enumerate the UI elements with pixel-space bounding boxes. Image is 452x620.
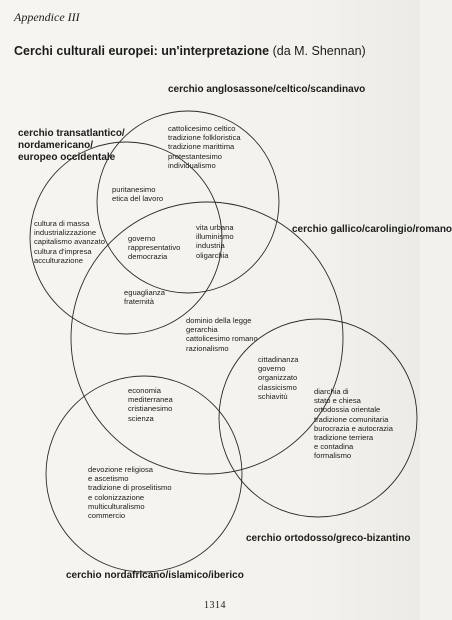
item: cultura di massa <box>34 219 90 228</box>
item: classicismo <box>258 382 297 392</box>
item: tradizione marittima <box>168 142 235 152</box>
item: commercio <box>88 511 126 521</box>
item: illuminismo <box>196 232 234 242</box>
item: organizzato <box>258 373 298 383</box>
label-gallico: cerchio gallico/carolingio/romano <box>292 224 452 235</box>
item: capitalismo avanzato <box>34 237 105 247</box>
item: gerarchia <box>186 325 218 335</box>
item: protestantesimo <box>168 151 223 161</box>
label-transatlantico <box>18 128 125 164</box>
item: e colonizzazione <box>88 492 145 502</box>
item: tradizione folkloristica <box>168 133 241 143</box>
label-transatlantico-line: europeo occidentale <box>18 152 116 163</box>
label-transatlantico-line: cerchio transatlantico/ <box>18 128 125 139</box>
region-nord-only <box>88 465 172 520</box>
item: tradizione comunitaria <box>314 414 389 424</box>
title-main: Cerchi culturali europei: un'interpretazione <box>14 44 270 58</box>
item: economia <box>128 386 161 395</box>
region-gallic-ortho <box>258 355 299 401</box>
label-ortodosso: cerchio ortodosso/greco-bizantino <box>246 533 411 544</box>
label-anglosassone: cerchio anglosassone/celtico/scandinavo <box>168 84 366 95</box>
item: rappresentativo <box>128 243 181 253</box>
item: etica del lavoro <box>112 194 164 204</box>
item: oligarchia <box>196 250 229 260</box>
region-gallic-nord <box>128 386 173 423</box>
item: cristianesimo <box>128 404 173 414</box>
item: democrazia <box>128 252 168 262</box>
item: cittadinanza <box>258 355 299 364</box>
region-anglo-only <box>168 124 241 170</box>
region-anglo-gallic <box>196 223 234 260</box>
region-center <box>128 234 180 262</box>
item: tradizione terriera <box>314 433 374 443</box>
item: scienza <box>128 413 154 423</box>
item: eguaglianza <box>124 288 165 297</box>
item: schiavitù <box>258 391 288 401</box>
item: razionalismo <box>186 343 229 353</box>
item: industrializzazione <box>34 228 97 238</box>
label-nordafricano: cerchio nordafricano/islamico/iberico <box>66 570 244 581</box>
item: dominio della legge <box>186 316 252 325</box>
title-author: (da M. Shennan) <box>272 44 366 58</box>
item: e ascetismo <box>88 474 129 484</box>
item: vita urbana <box>196 223 234 232</box>
item: cultura d'impresa <box>34 246 92 256</box>
item: e contadina <box>314 442 354 452</box>
running-header: Appendice III <box>14 10 80 24</box>
item: multiculturalismo <box>88 501 145 511</box>
item: cattolicesimo celtico <box>168 124 236 133</box>
item: governo <box>128 234 156 243</box>
item: formalismo <box>314 451 352 461</box>
item: puritanesimo <box>112 185 156 194</box>
region-trans-only <box>34 219 105 265</box>
item: devozione religiosa <box>88 465 154 474</box>
item: stato e chiesa <box>314 396 361 406</box>
item: industria <box>196 241 225 251</box>
item: governo <box>258 364 286 374</box>
item: fraternità <box>124 297 154 307</box>
region-ortho-only <box>314 387 393 461</box>
item: diarchia di <box>314 387 349 396</box>
item: burocrazia e autocrazia <box>314 423 393 433</box>
region-trans-gallic <box>124 288 165 306</box>
item: cattolicesimo romano <box>186 334 258 344</box>
label-transatlantico-line: nordamericano/ <box>18 140 94 151</box>
region-gallic-only <box>186 316 258 353</box>
item: individualismo <box>168 160 216 170</box>
item: ortodossia orientale <box>314 405 381 415</box>
page-number: 1314 <box>204 600 226 611</box>
item: tradizione di proselitismo <box>88 483 172 493</box>
item: mediterranea <box>128 395 173 405</box>
item: acculturazione <box>34 255 83 265</box>
region-anglo-trans <box>112 185 163 203</box>
